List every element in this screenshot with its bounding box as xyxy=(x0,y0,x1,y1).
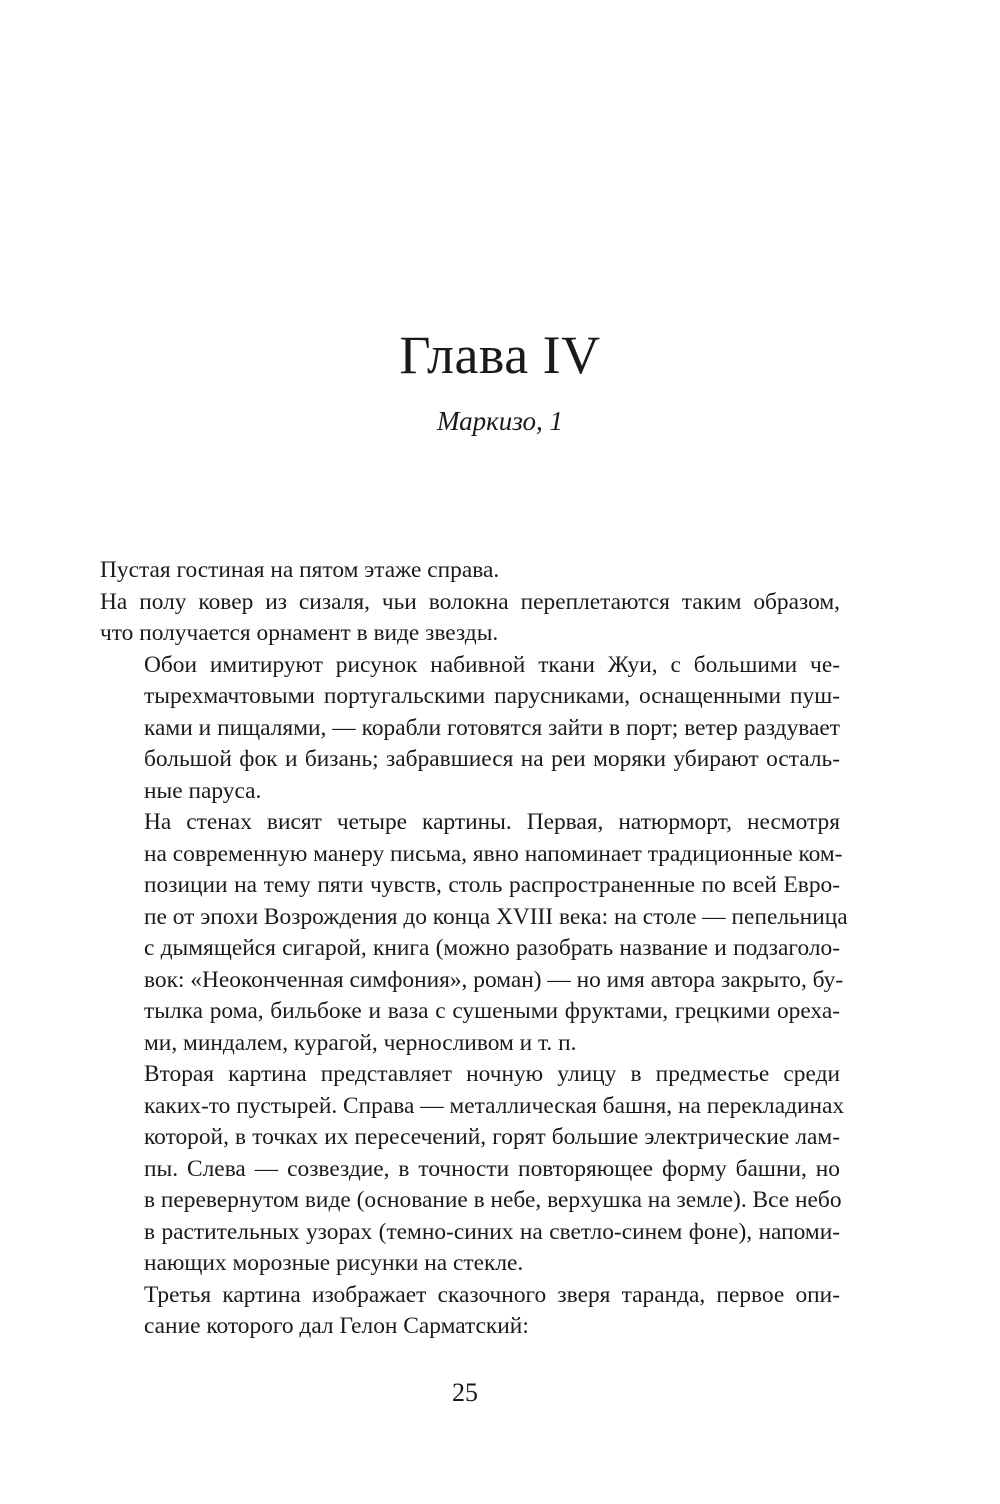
text-line: Третья картина изображает сказочного зверя таранда, первое опи- xyxy=(144,1281,840,1308)
text-line: в растительных узорах (темно-синих на светло-синем фоне), напоми- xyxy=(144,1218,840,1245)
text-line: на современную манеру письма, явно напоминает традиционные ком- xyxy=(144,840,843,867)
text-line: Обои имитируют рисунок набивной ткани Жуи, с большими че- xyxy=(144,651,840,678)
text-line: ками и пищалями, — корабли готовятся зайти в порт; ветер раздувает xyxy=(144,714,840,741)
paragraph-1 xyxy=(100,555,840,587)
text-line: каких-то пустырей. Справа — металлическая башня, на перекладинах xyxy=(144,1092,845,1119)
text-line: в перевернутом виде (основание в небе, верхушка на земле). Все небо xyxy=(144,1187,842,1213)
paragraph-2 xyxy=(100,587,840,650)
chapter-title: Глава IV xyxy=(399,325,601,385)
text-line: позиции на тему пяти чувств, столь распространенные по всей Евро- xyxy=(144,872,840,898)
body-text xyxy=(100,555,848,1343)
text-line: Вторая картина представляет ночную улицу в предместье среди xyxy=(144,1061,840,1087)
text-line: Пустая гостиная на пятом этаже справа. xyxy=(100,557,500,583)
paragraph-3 xyxy=(100,650,840,808)
text-line: пы. Слева — созвездие, в точности повторяющее форму башни, но xyxy=(144,1155,840,1182)
text-line: нающих морозные рисунки на стекле. xyxy=(144,1250,524,1276)
text-line: с дымящейся сигарой, книга (можно разобрать название и подзаголо- xyxy=(144,935,840,961)
text-line: вок: «Неоконченная симфония», роман) — но имя автора закрыто, бу- xyxy=(144,966,844,993)
paragraph-4 xyxy=(100,807,848,1059)
page-number: 25 xyxy=(452,1378,478,1407)
chapter-subtitle: Маркизо, 1 xyxy=(437,406,563,436)
text-line: тырехмачтовыми португальскими парусниками, оснащенными пуш- xyxy=(144,683,840,709)
text-line: На полу ковер из сизаля, чьи волокна переплетаются таким образом, xyxy=(100,588,840,615)
paragraph-6 xyxy=(100,1280,840,1343)
text-line: большой фок и бизань; забравшиеся на реи моряки убирают осталь- xyxy=(144,746,840,772)
text-line: сание которого дал Гелон Сарматский: xyxy=(144,1313,529,1339)
text-line: На стенах висят четыре картины. Первая, натюрморт, несмотря xyxy=(144,809,840,835)
text-line: ные паруса. xyxy=(144,777,262,804)
text-line: пе от эпохи Возрождения до конца XVIII века: на столе — пепельница xyxy=(144,903,848,930)
paragraph-5 xyxy=(100,1059,845,1280)
text-line: ми, миндалем, курагой, черносливом и т. п. xyxy=(144,1029,577,1056)
text-line: тылка рома, бильбоке и ваза с сушеными фруктами, грецкими ореха- xyxy=(144,998,840,1024)
text-line: которой, в точках их пересечений, горят большие электрические лам- xyxy=(144,1124,840,1150)
text-line: что получается орнамент в виде звезды. xyxy=(100,620,499,646)
